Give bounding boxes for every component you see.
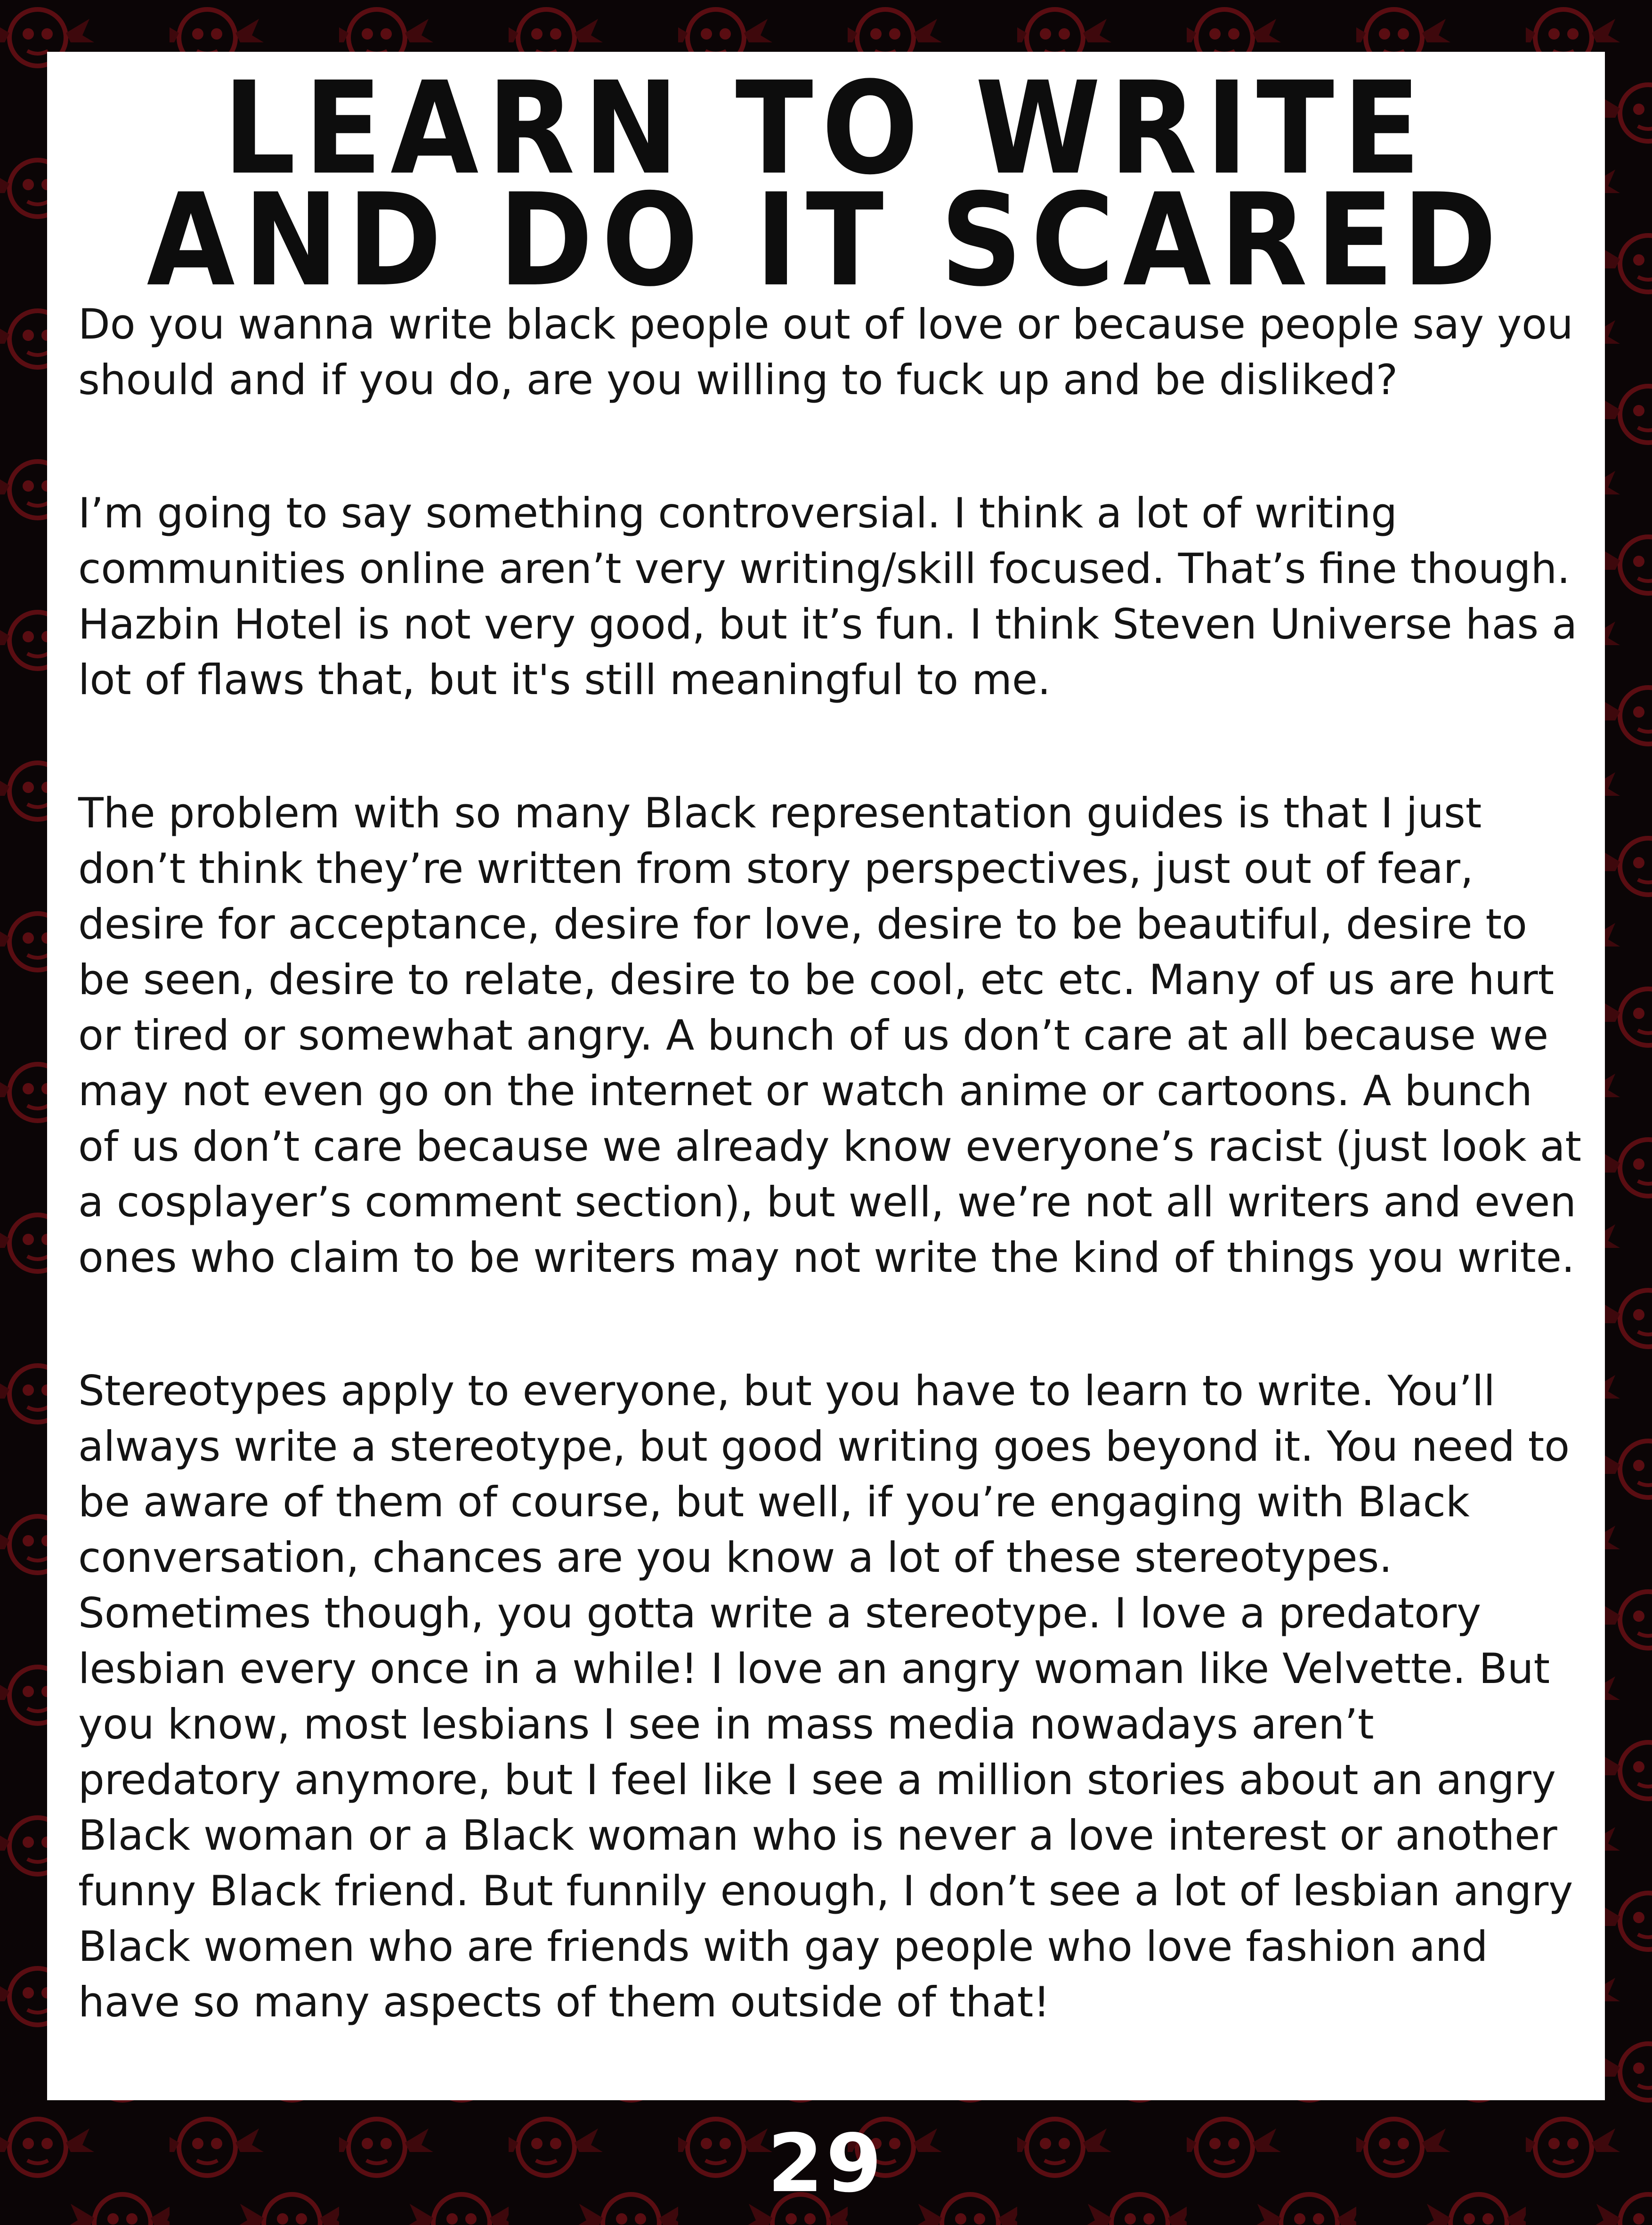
paragraph: The problem with so many Black representation guides is that I just don’t think they’re written from story perspectives, just out of fear, desire for acceptance, desire for love, desire to be beautiful, desire to be seen, desire to relate, desire to be cool, etc etc. Many of us are hurt or tired or somewhat angry. A bunch of us don’t care at all because we may not even go on the internet or watch anime or cartoons. A bunch of us don’t care because we already know everyone’s racist (just look at a cosplayer’s comment section), but well, we’re not all writers and even ones who claim to be writers may not write the kind of things you write. (78, 789, 1595, 1282)
page-number: 29 (767, 2117, 885, 2210)
article-body (78, 297, 1595, 2108)
content-card (47, 52, 1605, 2100)
page-title: LEARN TO WRITE AND DO IT SCARED (146, 54, 1506, 315)
paragraph: I’m going to say something controversial. I think a lot of writing communities online aren’t very writing/skill focused. That’s fine though. Hazbin Hotel is not very good, but it’s fun. I think Steven Universe has a lot of flaws that, but it's still meaningful to me. (78, 489, 1591, 704)
paragraph: Do you wanna write black people out of love or because people say you should and if you do, are you willing to fuck up and be disliked? (78, 300, 1587, 404)
paragraph: Stereotypes apply to everyone, but you have to learn to write. You’ll always write a stereotype, but good writing goes beyond it. You need to be aware of them of course, but well, if you’re engaging with Black conversation, chances are you know a lot of these stereotypes. Sometimes though, you gotta write a stereotype. I love a predatory lesbian every once in a while! I love an angry woman like Velvette. But you know, most lesbians I see in mass media nowadays aren’t predatory anymore, but I feel like I see a million stories about an angry Black woman or a Black woman who is never a love interest or another funny Black friend. But funnily enough, I don’t see a lot of lesbian angry Black women who are friends with gay people who love fashion and have so many aspects of them outside of that! (78, 1367, 1587, 2026)
